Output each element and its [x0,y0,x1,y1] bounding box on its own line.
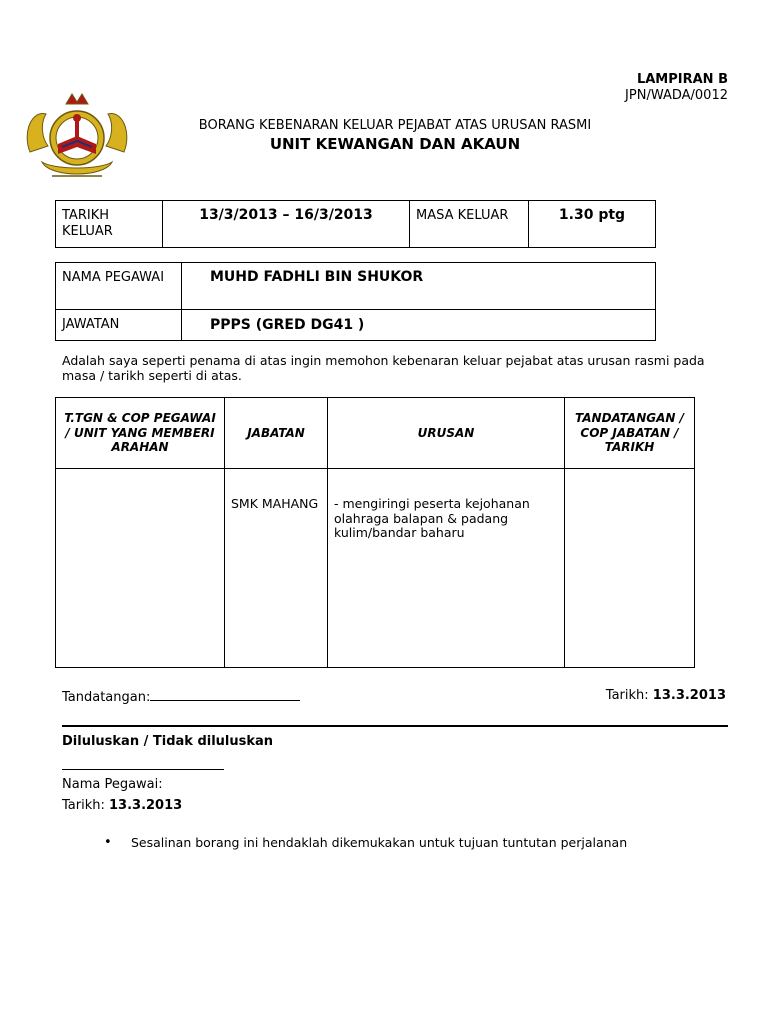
header-ttgn: T.TGN & COP PEGAWAI / UNIT YANG MEMBERI ARAHAN [56,398,225,469]
signature-row [62,688,300,705]
masa-keluar-label: MASA KELUAR [410,201,529,248]
tarikh-keluar-value: 13/3/2013 – 16/3/2013 [163,201,410,248]
divider [62,725,728,727]
signature-date-value: 13.3.2013 [652,688,726,703]
cell-jabatan: SMK MAHANG [225,469,328,668]
unit-title: UNIT KEWANGAN DAN AKAUN [269,135,521,153]
masa-keluar-value: 1.30 ptg [529,201,656,248]
lampiran-label: LAMPIRAN B [636,72,728,87]
cell-tandatangan [565,469,695,668]
jawatan-label: JAWATAN [56,310,182,341]
signature-line [150,688,300,701]
approval-signature-line [62,769,224,770]
cell-ttgn [56,469,225,668]
date-time-table [55,200,656,248]
header-tandatangan: TANDATANGAN / COP JABATAN / TARIKH [565,398,695,469]
header-jabatan: JABATAN [225,398,328,469]
form-title: BORANG KEBENARAN KELUAR PEJABAT ATAS URUSAN RASMI [198,118,592,133]
officer-table [55,262,656,341]
duty-table [55,397,695,668]
nama-pegawai-label: NAMA PEGAWAI [56,263,182,310]
note-text: Sesalinan borang ini hendaklah dikemukakan untuk tujuan tuntutan perjalanan [131,835,628,850]
approval-nama-label: Nama Pegawai: [62,777,163,792]
nama-pegawai-value: MUHD FADHLI BIN SHUKOR [182,263,656,310]
approval-date [62,798,182,813]
signature-date-label: Tarikh: [605,688,653,703]
approval-date-label: Tarikh: [62,798,109,813]
statement-text: Adalah saya seperti penama di atas ingin memohon kebenaran keluar pejabat atas urusan rasmi pada masa / tarikh seperti di atas. [62,353,705,383]
approval-status: Diluluskan / Tidak diluluskan [62,734,274,749]
tandatangan-label: Tandatangan: [62,690,151,705]
tarikh-keluar-label: TARIKH KELUAR [56,201,163,248]
note-bullet: • [104,835,112,850]
signature-date [606,688,726,703]
approval-date-value: 13.3.2013 [109,798,183,813]
jawatan-value: PPPS (GRED DG41 ) [182,310,656,341]
cell-urusan: - mengiringi peserta kejohanan olahraga balapan & padang kulim/bandar baharu [328,469,565,668]
header-urusan: URUSAN [328,398,565,469]
reference-number: JPN/WADA/0012 [625,88,728,103]
